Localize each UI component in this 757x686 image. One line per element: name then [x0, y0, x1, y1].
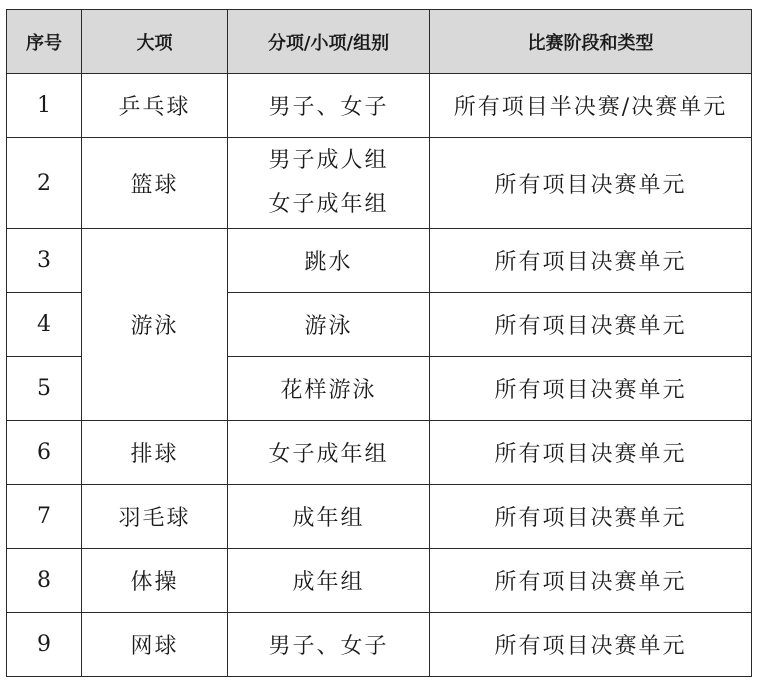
row-subcategory [228, 138, 430, 229]
row-index: 6 [7, 421, 82, 485]
row-index: 7 [7, 485, 82, 549]
table-row [7, 229, 752, 293]
row-sport-merged: 游泳 [82, 229, 228, 421]
row-stage: 所有项目决赛单元 [430, 549, 752, 613]
row-stage: 所有项目决赛单元 [430, 229, 752, 293]
events-table [6, 9, 752, 677]
row-index: 2 [7, 138, 82, 229]
row-index: 1 [7, 74, 82, 138]
row-subcategory: 游泳 [228, 293, 430, 357]
table-row [7, 138, 752, 229]
row-sport: 排球 [82, 421, 228, 485]
row-stage: 所有项目决赛单元 [430, 138, 752, 229]
row-sport: 体操 [82, 549, 228, 613]
row-subcategory: 男子、女子 [228, 74, 430, 138]
table-row [7, 485, 752, 549]
table-header-row [7, 10, 752, 74]
row-stage: 所有项目决赛单元 [430, 485, 752, 549]
table-row [7, 421, 752, 485]
row-stage: 所有项目决赛单元 [430, 613, 752, 677]
row-subcategory: 花样游泳 [228, 357, 430, 421]
header-stage: 比赛阶段和类型 [430, 10, 752, 74]
row-sport: 网球 [82, 613, 228, 677]
table-row [7, 613, 752, 677]
subcategory-line: 女子成年组 [268, 192, 389, 217]
header-subcategory: 分项/小项/组别 [228, 10, 430, 74]
row-subcategory: 男子、女子 [228, 613, 430, 677]
row-sport: 羽毛球 [82, 485, 228, 549]
row-stage: 所有项目决赛单元 [430, 421, 752, 485]
table-row [7, 74, 752, 138]
row-stage: 所有项目决赛单元 [430, 293, 752, 357]
events-table-container [6, 9, 752, 677]
header-sport: 大项 [82, 10, 228, 74]
row-stage: 所有项目决赛单元 [430, 357, 752, 421]
row-subcategory: 成年组 [228, 549, 430, 613]
table-row [7, 549, 752, 613]
row-subcategory: 跳水 [228, 229, 430, 293]
row-index: 4 [7, 293, 82, 357]
row-index: 9 [7, 613, 82, 677]
row-sport: 篮球 [82, 138, 228, 229]
row-index: 3 [7, 229, 82, 293]
subcategory-line: 男子成人组 [268, 148, 389, 173]
header-index: 序号 [7, 10, 82, 74]
row-stage: 所有项目半决赛/决赛单元 [430, 74, 752, 138]
row-subcategory: 成年组 [228, 485, 430, 549]
row-index: 8 [7, 549, 82, 613]
row-subcategory: 女子成年组 [228, 421, 430, 485]
row-index: 5 [7, 357, 82, 421]
row-sport: 乒乓球 [82, 74, 228, 138]
